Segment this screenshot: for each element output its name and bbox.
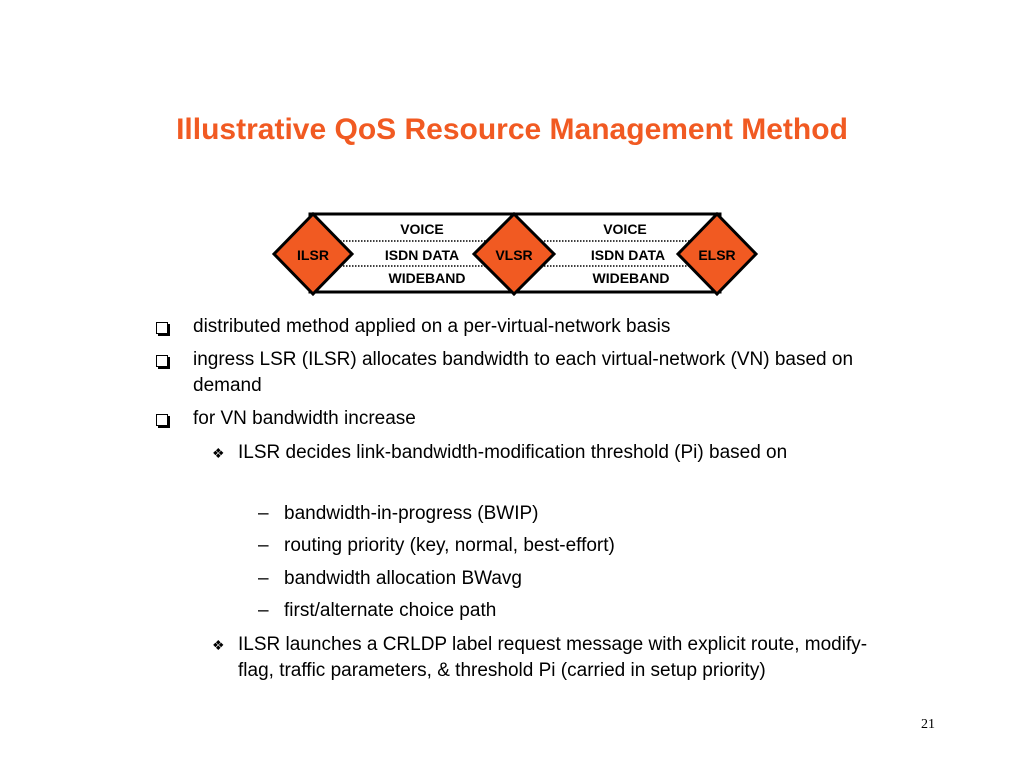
page-number: 21 xyxy=(921,717,935,732)
lane-label-wideband: WIDEBAND xyxy=(388,270,466,286)
dash-bullet-icon: – xyxy=(258,503,269,524)
square-bullet-icon xyxy=(156,347,168,375)
lane-label-isdn-data: ISDN DATA xyxy=(590,247,666,263)
bullet-list: distributed method applied on a per-virtual-network basis ingress LSR (ILSR) allocates bandwidth to each virtual-network (VN) based on demand for VN bandwidth increase ❖ ILSR decides link-bandwidth-modification threshold (Pi) based on – bandwidth-in-progress (BWIP) – routing priority (key, normal, best-effort) – bandwidth allocation BWavg – first/alternate choice path ❖ ILSR launches a CRLDP label request message with explicit route, modify-flag, traffic parameters, & threshold Pi (carried in setup priority) xyxy=(0,0,1024,768)
lane-label-voice: VOICE xyxy=(603,221,647,237)
dash-bullet-icon: – xyxy=(258,568,269,589)
node-label-ilsr: ILSR xyxy=(297,247,329,263)
dash-bullet-icon: – xyxy=(258,600,269,621)
lane-label-isdn-data: ISDN DATA xyxy=(384,247,460,263)
dash-bullet-icon: – xyxy=(258,535,269,556)
node-label-vlsr: VLSR xyxy=(495,247,533,263)
lane-label-voice: VOICE xyxy=(400,221,444,237)
square-bullet-icon xyxy=(156,314,168,342)
diamond-bullet-icon: ❖ xyxy=(212,637,225,653)
node-label-elsr: ELSR xyxy=(698,247,736,263)
lane-label-wideband: WIDEBAND xyxy=(592,270,670,286)
square-bullet-icon xyxy=(156,406,168,434)
slide-title: Illustrative QoS Resource Management Method xyxy=(176,113,848,146)
diamond-bullet-icon: ❖ xyxy=(212,445,225,461)
